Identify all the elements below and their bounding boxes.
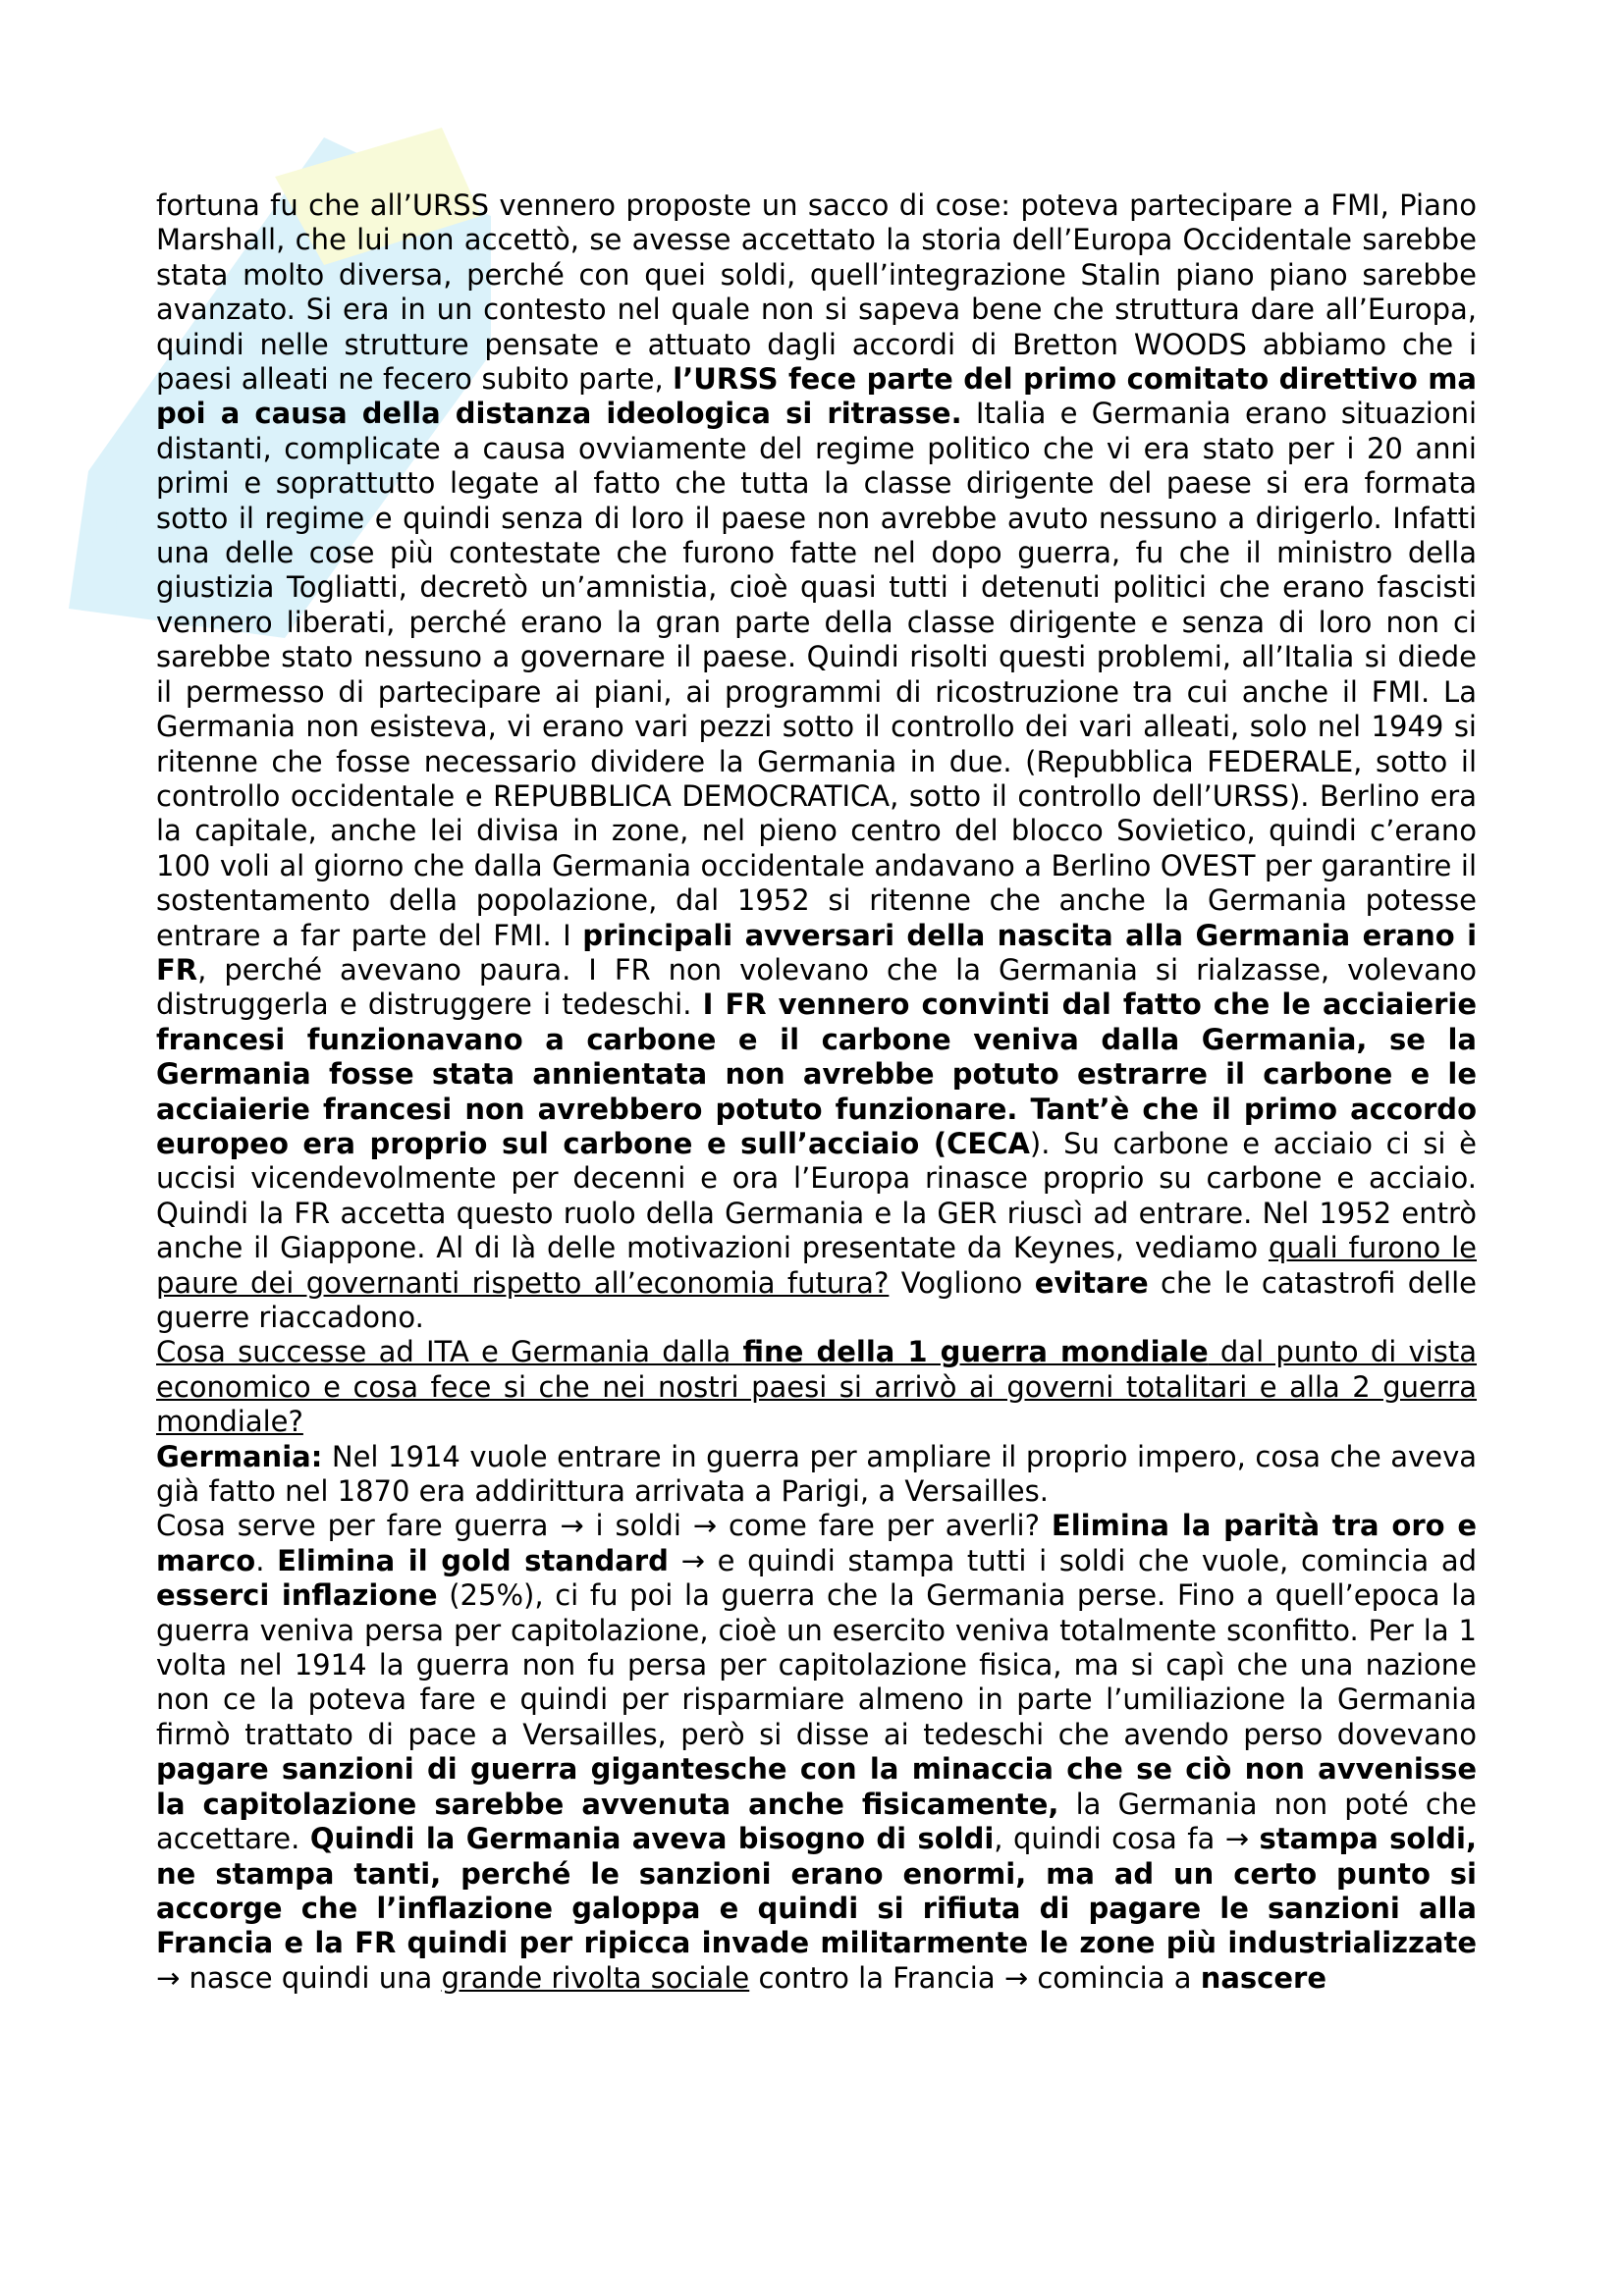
text-run: Elimina la parità tra oro e marco xyxy=(156,1509,1477,1577)
text-run: → nasce quindi una xyxy=(156,1960,442,1995)
paragraph xyxy=(156,1335,1477,1439)
text-run: Germania: xyxy=(156,1439,323,1473)
text-run: Quindi la Germania aveva bisogno di soldi xyxy=(309,1822,995,1856)
text-run: . xyxy=(255,1543,278,1577)
text-run: la Germania non poté che accettare. xyxy=(156,1787,1477,1856)
text-run: , perché avevano paura. I FR non volevano che la Germania si rialzasse, volevano distruggerla e distruggere i tedeschi. xyxy=(156,952,1477,1022)
text-run: contro la Francia → comincia a xyxy=(749,1960,1201,1995)
text-run: ). Su carbone e acciaio ci si è uccisi vicendevolmente per decenni e ora l’Europa rinasce proprio su carbone e acciaio. Quindi la FR accetta questo ruolo della Germania e la GER riuscì ad entrare. Nel 1952 entrò anche il Giappone. Al di là delle motivazioni presentate da Keynes, vediamo xyxy=(156,1126,1477,1265)
text-run: quali furono le paure dei governanti rispetto all’economia futura? xyxy=(156,1231,1477,1300)
text-run: fortuna fu che all’URSS vennero proposte un sacco di cose: poteva partecipare a FMI, Piano Marshall, che lui non accettò, se avesse accettato la storia dell’Europa Occidentale sarebbe stata molto diversa, perché con quei soldi, quell’integrazione Stalin piano piano sarebbe avanzato. Si era in un contesto nel quale non si sapeva bene che struttura dare all’Europa, quindi nelle strutture pensate e attuato dagli accordi di Bretton WOODS abbiamo che i paesi alleati ne fecero subito parte, xyxy=(156,188,1477,397)
text-run: l’URSS fece parte del primo comitato direttivo ma poi a causa della distanza ideologica si ritrasse. xyxy=(156,362,1477,431)
paragraph xyxy=(156,1440,1477,1510)
text-run: nascere xyxy=(1200,1960,1327,1995)
paragraph xyxy=(156,1509,1477,1996)
text-run: Cosa serve per fare guerra → i soldi → come fare per averli? xyxy=(156,1509,1052,1543)
text-run: Elimina il gold standard xyxy=(277,1543,669,1577)
text-run: che le catastrofi delle guerre riaccadono. xyxy=(156,1265,1478,1334)
text-run: Nel 1914 vuole entrare in guerra per ampliare il proprio impero, cosa che aveva già fatto nel 1870 era addirittura arrivata a Parigi, a Versailles. xyxy=(156,1439,1477,1509)
text-run: pagare sanzioni di guerra gigantesche con la minaccia che se ciò non avvenisse la capitolazione sarebbe avvenuta anche fisicamente, xyxy=(156,1752,1477,1821)
text-run: evitare xyxy=(1034,1265,1149,1300)
text-run: Vogliono xyxy=(889,1265,1035,1300)
text-run: Cosa successe ad ITA e Germania dalla xyxy=(156,1335,743,1369)
text-run: dal punto di vista economico e cosa fece si che nei nostri paesi si arrivò ai governi totalitari e alla 2 guerra mondiale? xyxy=(156,1335,1477,1439)
paragraph xyxy=(156,188,1477,1335)
text-run: principali avversari della nascita alla Germania erano i FR xyxy=(156,918,1478,987)
document-page xyxy=(156,188,1477,1996)
text-run: esserci inflazione xyxy=(156,1578,438,1613)
text-run: Italia e Germania erano situazioni distanti, complicate a causa ovviamente del regime politico che vi era stato per i 20 anni primi e soprattutto legate al fatto che tutta la classe dirigente del paese si era formata sotto il regime e quindi senza di loro il paese non avrebbe avuto nessuno a dirigerlo. Infatti una delle cose più contestate che furono fatte nel dopo guerra, fu che il ministro della giustizia Togliatti, decretò un’amnistia, cioè quasi tutti i detenuti politici che erano fascisti vennero liberati, perché erano la gran parte della classe dirigente e senza di loro non ci sarebbe stato nessuno a governare il paese. Quindi risolti questi problemi, all’Italia si diede il permesso di partecipare ai piani, ai programmi di ricostruzione tra cui anche il FMI. La Germania non esisteva, vi erano vari pezzi sotto il controllo dei vari alleati, solo nel 1949 si ritenne che fosse necessario dividere la Germania in due. (Repubblica FEDERALE, sotto il controllo occidentale e REPUBBLICA DEMOCRATICA, sotto il controllo dell’URSS). Berlino era la capitale, anche lei divisa in zone, nel pieno centro del blocco Sovietico, quindi c’erano 100 voli al giorno che dalla Germania occidentale andavano a Berlino OVEST per garantire il sostentamento della popolazione, dal 1952 si ritenne che anche la Germania potesse entrare a far parte del FMI. I xyxy=(156,397,1478,952)
text-run: fine della 1 guerra mondiale xyxy=(742,1335,1209,1369)
text-run: → e quindi stampa tutti i soldi che vuole, comincia ad xyxy=(668,1543,1477,1577)
text-run: stampa soldi, ne stampa tanti, perché le sanzioni erano enormi, ma ad un certo punto si accorge che l’inflazione galoppa e quindi si rifiuta di pagare le sanzioni alla Francia e la FR quindi per ripicca invade militarmente le zone più industrializzate xyxy=(156,1822,1477,1960)
text-run: (25%), ci fu poi la guerra che la Germania perse. Fino a quell’epoca la guerra veniva persa per capitolazione, cioè un esercito veniva totalmente sconfitto. Per la 1 volta nel 1914 la guerra non fu persa per capitolazione fisica, ma si capì che una nazione non ce la poteva fare e quindi per risparmiare almeno in parte l’umiliazione la Germania firmò trattato di pace a Versailles, però si disse ai tedeschi che avendo perso dovevano xyxy=(156,1578,1477,1751)
text-run: , quindi cosa fa → xyxy=(994,1822,1260,1856)
text-run: I FR vennero convinti dal fatto che le acciaierie francesi funzionavano a carbone e il carbone veniva dalla Germania, se la Germania fosse stata annientata non avrebbe potuto estrarre il carbone e le acciaierie francesi non avrebbero potuto funzionare. Tant’è che il primo accordo europeo era proprio sul carbone e sull’acciaio (CECA xyxy=(156,988,1477,1160)
text-run: grande rivolta sociale xyxy=(441,1960,750,1995)
